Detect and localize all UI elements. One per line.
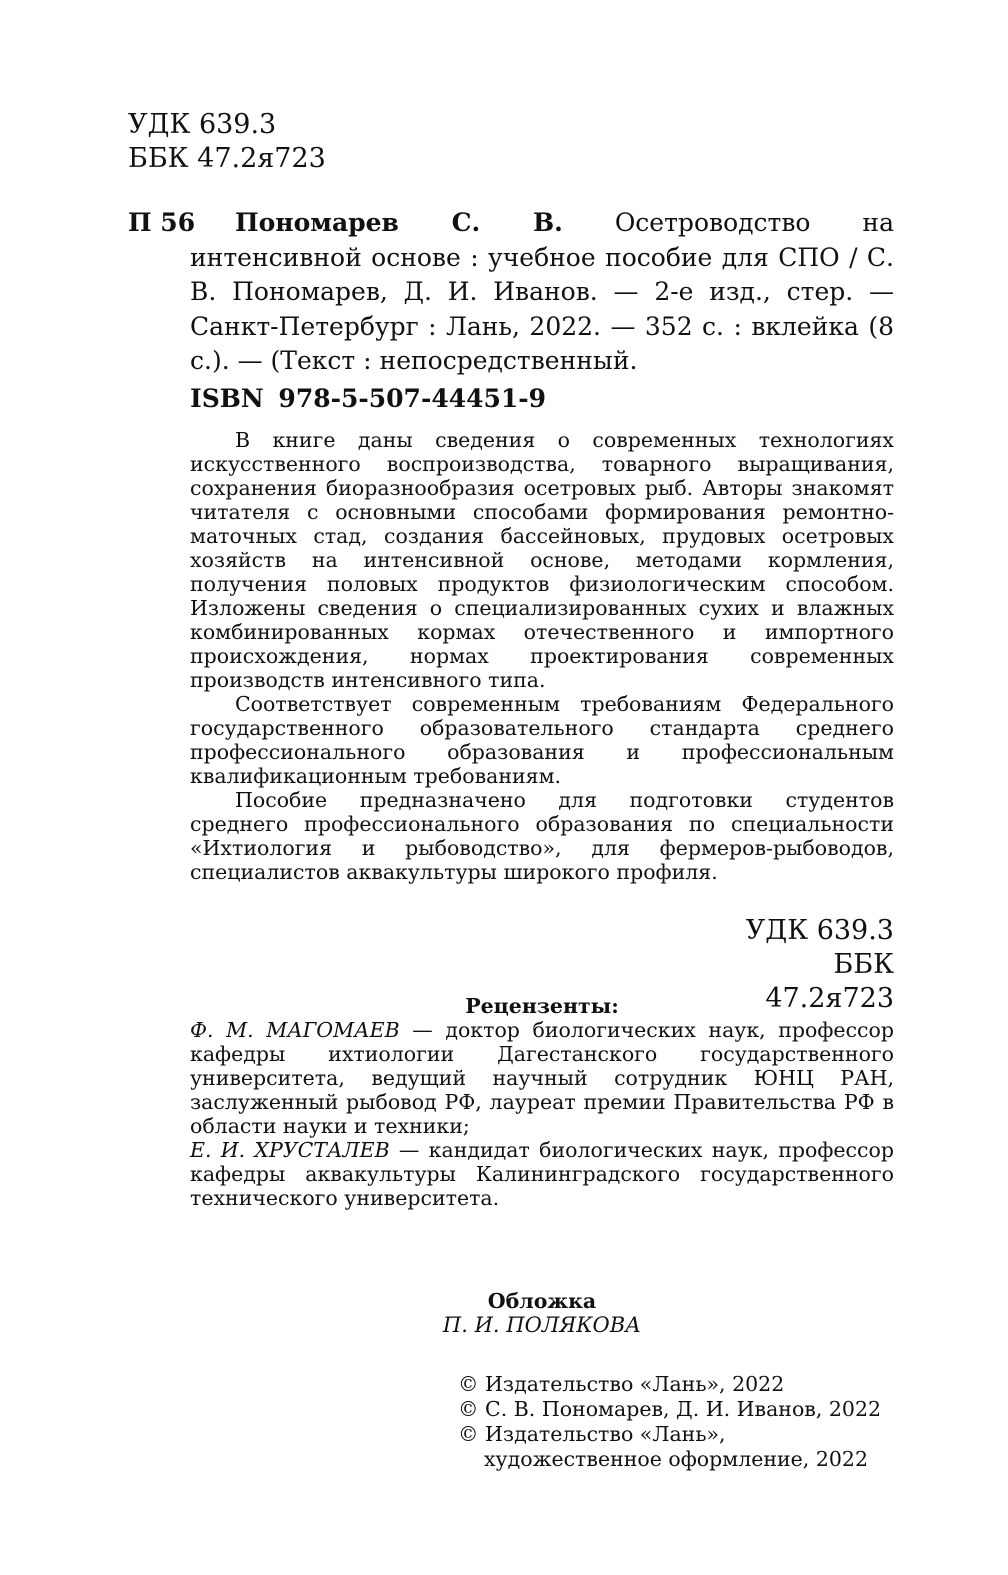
- reviewer-description: — доктор биологических наук, профессор кафедры ихтиологии Дагестанского государственного университета, ведущий научный сотрудник ЮНЦ РАН, заслуженный рыбовод РФ, лауреат премии Правительства РФ в области науки и техники;: [190, 1018, 894, 1138]
- annotation: [190, 428, 894, 884]
- copyright-line: © С. В. Пономарев, Д. И. Иванов, 2022: [458, 1397, 882, 1421]
- reviewer-description: — кандидат биологических наук, профессор кафедры аквакультуры Калининградского государственного технического университета.: [190, 1138, 894, 1210]
- copyright-line: © Издательство «Лань»,: [458, 1422, 726, 1446]
- annotation-paragraph: В книге даны сведения о современных технологиях искусственного воспроизводства, товарного выращивания, сохранения биоразнообразия осетровых рыб. Авторы знакомят читателя с основными способами формирования ремонтно-маточных стад, создания бассейновых, прудовых осетровых хозяйств на интенсивной основе, методами кормления, получения половых продуктов физиологическим способом. Изложены сведения о специализированных сухих и влажных комбинированных кормах отечественного и импортного происхождения, нормах проектирования современных производств интенсивного типа.: [190, 428, 894, 692]
- bibliographic-record: [190, 206, 894, 379]
- reviewer-name: Ф. М. МАГОМАЕВ: [190, 1018, 400, 1042]
- reviewer-entry: [190, 1138, 894, 1210]
- bbk-code: ББК 47.2я723: [765, 949, 894, 1014]
- reviewers-title: Рецензенты:: [465, 994, 619, 1018]
- copyright-line: © Издательство «Лань», 2022: [458, 1372, 785, 1396]
- isbn: ISBN 978-5-507-44451-9: [190, 384, 547, 413]
- cover-designer: П. И. ПОЛЯКОВА: [442, 1313, 642, 1337]
- cover-title: Обложка: [487, 1289, 597, 1313]
- copyright-block: [458, 1372, 881, 1472]
- reviewer-name: Е. И. ХРУСТАЛЕВ: [190, 1138, 390, 1162]
- bibliographic-text: Осетроводство на интенсивной основе : учебное пособие для СПО / С. В. Пономарев, Д. И. Иванов. — 2-е изд., стер. — Санкт-Петербург : Лань, 2022. — 352 с. : вклейка (8 с.). — (Текст : непосредственный.: [190, 208, 895, 375]
- annotation-paragraph: Пособие предназначено для подготовки студентов среднего профессионального образования по специальности «Ихтиология и рыбоводство», для фермеров-рыбоводов, специалистов аквакультуры широкого профиля.: [190, 788, 894, 884]
- copyright-line: художественное оформление, 2022: [484, 1447, 869, 1471]
- udk-block-top: [128, 108, 326, 176]
- reviewer-entry: [190, 1018, 894, 1138]
- bbk-code: ББК 47.2я723: [128, 143, 326, 174]
- udk-code: УДК 639.3: [128, 109, 277, 140]
- udk-code: УДК 639.3: [745, 915, 894, 946]
- annotation-paragraph: Соответствует современным требованиям Федерального государственного образовательного стандарта среднего профессионального образования и профессиональным квалификационным требованиям.: [190, 692, 894, 788]
- reviewers-list: [190, 1018, 894, 1210]
- author-name: Пономарев С. В.: [235, 208, 563, 237]
- author-sign: П 56: [128, 208, 196, 237]
